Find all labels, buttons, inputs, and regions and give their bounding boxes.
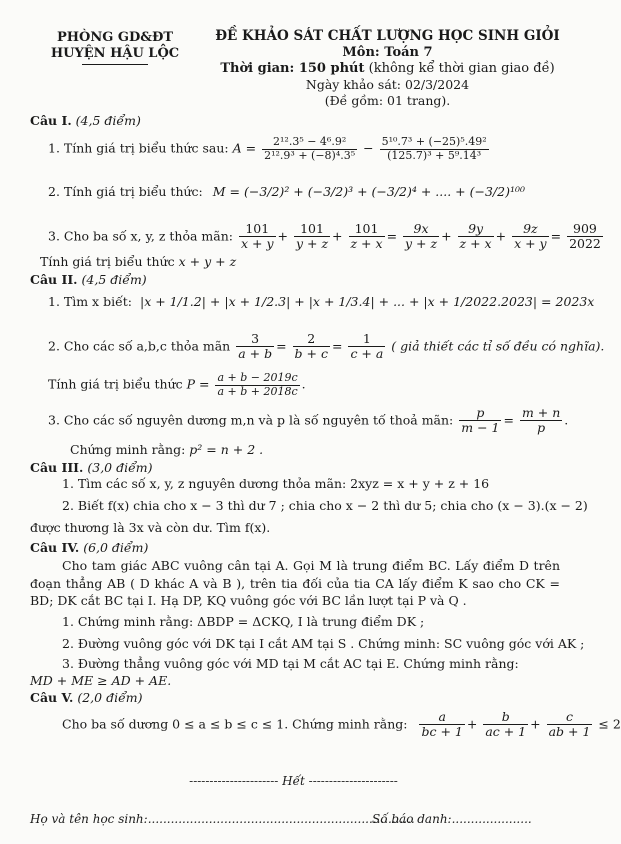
q2-part3-prove: Chứng minh rằng: p² = n + 2 . <box>70 442 264 457</box>
q5-points: (2,0 điểm) <box>77 690 143 705</box>
dept-line2: HUYỆN HẬU LỘC <box>50 46 180 61</box>
q1-part1-minus: − <box>363 140 374 156</box>
q4-points: (6,0 điểm) <box>83 540 149 555</box>
end-marker: ---------------------- Hết ---------------------- <box>189 774 398 788</box>
header-underline <box>82 64 148 65</box>
exam-subject: Môn: Toán 7 <box>342 45 433 60</box>
q1-points: (4,5 điểm) <box>75 113 141 128</box>
q2-part3: 3. Cho các số nguyên dương m,n và p là số nguyên tố thoả mãn: $\frac{p}{m - 1}$ = $\frac{m + n}{p}$ . <box>48 405 569 436</box>
q2-part1: 1. Tìm x biết: |x + 1/1.2| + |x + 1/2.3| + |x + 1/3.4| + ... + |x + 1/2022.2023| = 2023x <box>48 294 595 309</box>
q1-part1-fraction1: $\frac{\text{2¹².3⁵ − 4⁶.9²}}{\text{2¹².9³ + (−8)⁴.3⁵}}$ <box>264 135 356 162</box>
q2-heading: Câu II. <box>30 272 78 287</box>
q2-part2: 2. Cho các số a,b,c thỏa mãn $\frac{3}{a + b}$ = $\frac{2}{b + c}$ = $\frac{1}{c + a}$ ( giả thiết các tỉ số đều có nghĩa). <box>48 331 605 362</box>
q1-part3-ask: Tính giá trị biểu thức x + y + z <box>40 254 237 269</box>
q3-part2-line2: được thương là 3x và còn dư. Tìm f(x). <box>30 520 271 535</box>
exam-date: Ngày khảo sát: 02/3/2024 <box>305 77 470 92</box>
q1-part2 <box>48 184 525 200</box>
q1-part1 <box>48 136 491 162</box>
q4-heading-line <box>30 540 148 556</box>
q1-part3-text: 3. Cho ba số x, y, z thỏa mãn: <box>48 228 233 244</box>
q4-part1: 1. Chứng minh rằng: ΔBDP = ΔCKQ, I là trung điểm DK ; <box>62 614 425 629</box>
q1-part1-A: A = <box>232 140 257 156</box>
q1-part2-text: 2. Tính giá trị biểu thức: <box>48 184 203 199</box>
q3-heading-line <box>30 460 153 476</box>
q5-heading-line <box>30 690 143 706</box>
q5-heading: Câu V. <box>30 690 74 705</box>
student-name-field: Họ và tên học sinh:...................................................................... <box>30 812 415 826</box>
q1-part2-expr: M = (−3/2)² + (−3/2)³ + (−3/2)⁴ + .... + (−3/2)¹⁰⁰ <box>212 184 525 199</box>
q1-heading-line <box>30 113 141 129</box>
q3-points: (3,0 điểm) <box>87 460 153 475</box>
q1-part3: 3. Cho ba số x, y, z thỏa mãn: $\frac{101}{x + y}$ + $\frac{101}{y + z}$ + $\frac{101}{z + x}$ = $\frac{9x}{y + z}$ + $\frac{9y}{z + x}$ + $\frac{9z}{x + y}$ = $\frac{909}{2022}$ <box>48 221 601 252</box>
q2-heading-line <box>30 272 147 288</box>
q3-heading: Câu III. <box>30 460 84 475</box>
exam-time-note: (không kể thời gian giao đề) <box>368 61 555 76</box>
exam-pages: (Đề gồm: 01 trang). <box>324 93 451 108</box>
exam-time-line <box>215 61 560 77</box>
q2-part2-ask: Tính giá trị biểu thức P = $\frac{a + b - 2019c}{a + b + 2018c}$ . <box>48 371 306 398</box>
q3-part1: 1. Tìm các số x, y, z nguyên dương thỏa mãn: 2xyz = x + y + z + 16 <box>62 476 490 491</box>
q1-part1-text: 1. Tính giá trị biểu thức sau: <box>48 140 229 156</box>
exam-time: Thời gian: 150 phút <box>220 61 365 76</box>
q1-heading: Câu I. <box>30 113 72 128</box>
q4-part3-line1: 3. Đường thẳng vuông góc với MD tại M cắt AC tại E. Chứng minh rằng: <box>62 656 519 671</box>
q4-heading: Câu IV. <box>30 540 80 555</box>
q2-points: (4,5 điểm) <box>81 272 147 287</box>
q5-statement: Cho ba số dương 0 ≤ a ≤ b ≤ c ≤ 1. Chứng minh rằng: $\frac{a}{bc + 1}$ + $\frac{b}{ac + 1}$ + $\frac{c}{ab + 1}$ ≤ 2 <box>62 709 621 740</box>
q3-part2-line1: 2. Biết f(x) chia cho x − 3 thì dư 7 ; chia cho x − 2 thì dư 5; chia cho (x − 3).(x − 2) <box>62 498 588 513</box>
q1-part1-fraction2: $\frac{\text{5¹⁰.7³ + (−25)⁵.49²}}{\text{(125.7)³ + 5⁹.14³}}$ <box>381 135 487 162</box>
q4-part3-line2: MD + ME ≥ AD + AE. <box>30 673 172 688</box>
q4-part2: 2. Đường vuông góc với DK tại I cắt AM tại S . Chứng minh: SC vuông góc với AK ; <box>62 636 585 651</box>
dept-line1: PHÒNG GD&ĐT <box>56 30 174 45</box>
q4-intro: Cho tam giác ABC vuông cân tại A. Gọi M là trung điểm BC. Lấy điểm D trên đoạn thẳng AB ( D khác A và B ), trên tia đối của tia CA lấy điểm K sao cho CK = BD; DK cắt BC tại I. Hạ DP, KQ vuông góc với BC lần lượt tại P và Q . <box>30 558 560 608</box>
student-id-field: Số báo danh:..................... <box>372 812 532 826</box>
exam-title: ĐỀ KHẢO SÁT CHẤT LƯỢNG HỌC SINH GIỎI <box>215 28 560 44</box>
